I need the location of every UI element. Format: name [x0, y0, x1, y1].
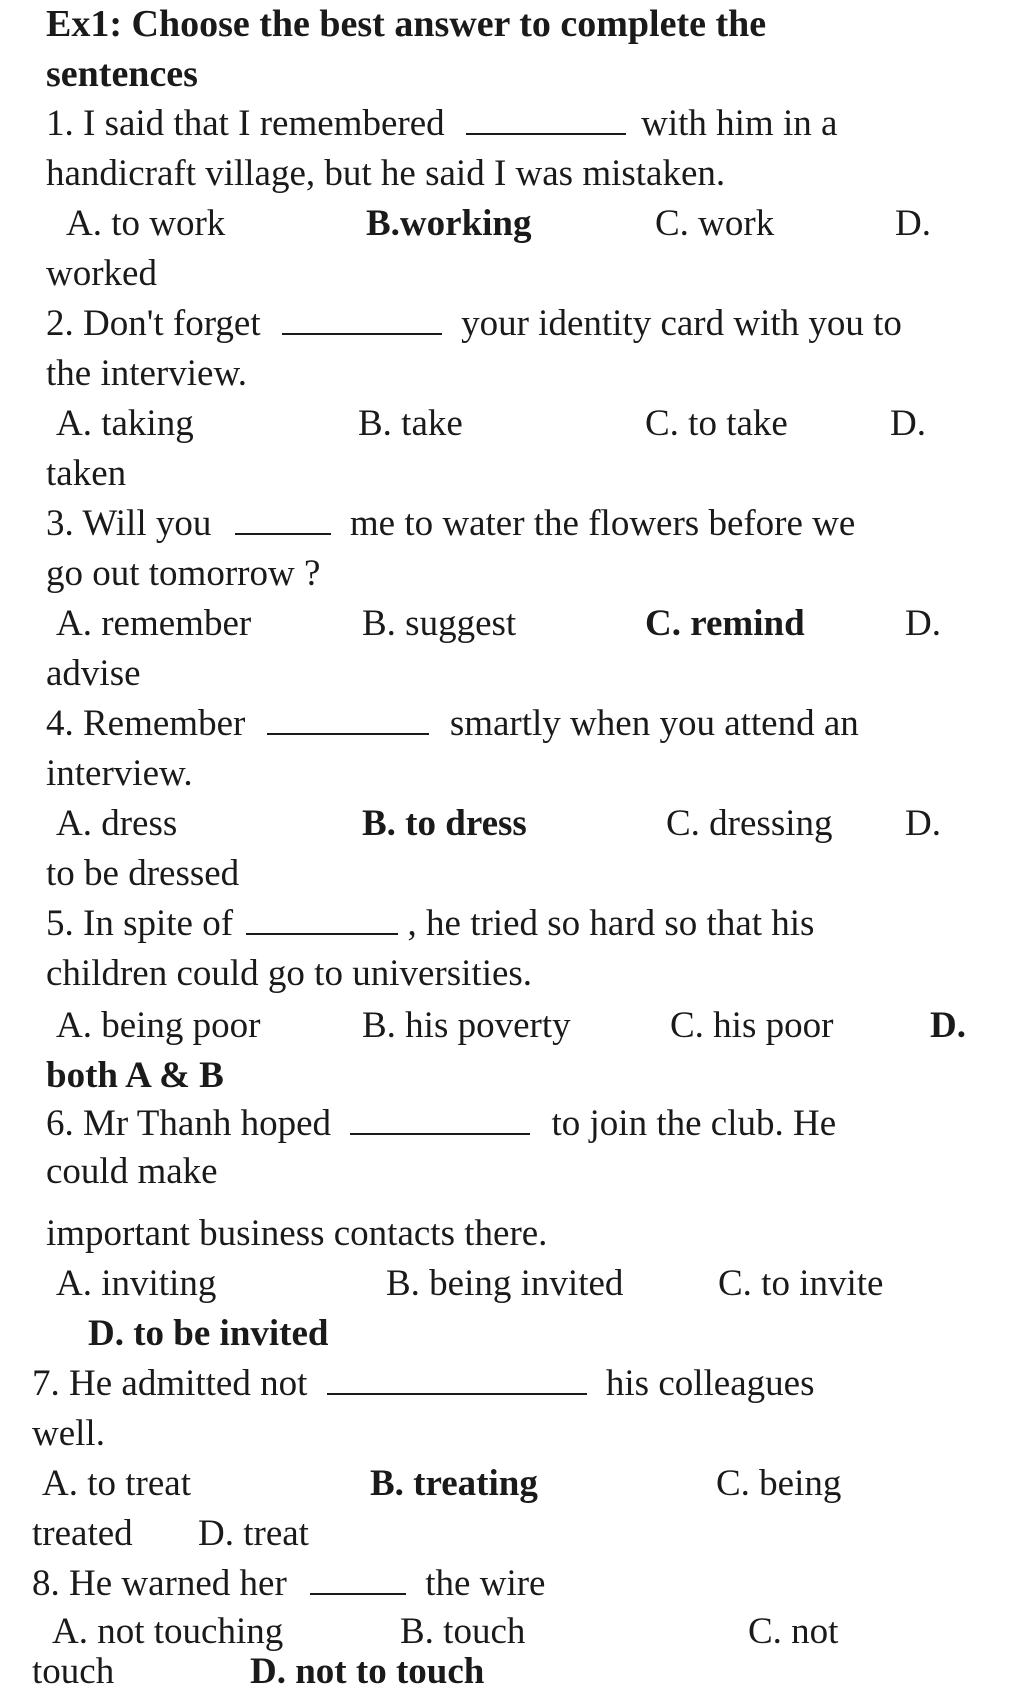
question-1-line1 [46, 102, 837, 146]
question-8-line1 [32, 1562, 545, 1606]
q8-blank [310, 1565, 406, 1595]
q3-text-after: me to water the flowers before we [349, 503, 856, 544]
q5-option-b[interactable]: B. his poverty [362, 1005, 571, 1046]
q6-option-c[interactable]: C. to invite [718, 1263, 884, 1304]
q5-text-after: , he tried so hard so that his [407, 903, 815, 944]
question-3-line1 [46, 502, 855, 546]
q7-option-c-cont: treated [32, 1513, 133, 1554]
q4-option-c[interactable]: C. dressing [666, 803, 833, 844]
q7-option-d[interactable]: D. treat [198, 1513, 309, 1554]
question-2-line2: the interview. [46, 353, 248, 394]
q6-option-b[interactable]: B. being invited [386, 1263, 624, 1304]
q2-option-c[interactable]: C. to take [645, 403, 788, 444]
q1-option-a[interactable]: A. to work [66, 203, 226, 244]
q6-text-after: to join the club. He [551, 1103, 837, 1144]
q7-option-a[interactable]: A. to treat [42, 1463, 191, 1504]
q2-text-before: 2. Don't forget [46, 303, 261, 344]
q7-text-after: his colleagues [605, 1363, 815, 1404]
exercise-title-line1: Ex1: Choose the best answer to complete the [46, 3, 767, 45]
question-6-line2: could make [46, 1151, 218, 1192]
question-6-line1 [46, 1102, 836, 1146]
q1-option-d[interactable]: D. [895, 203, 931, 244]
q4-option-a[interactable]: A. dress [56, 803, 178, 844]
q4-option-d-cont: to be dressed [46, 853, 240, 894]
q4-option-d[interactable]: D. [905, 803, 941, 844]
q6-option-d[interactable]: D. to be invited [88, 1313, 329, 1354]
q4-text-before: 4. Remember [46, 703, 246, 744]
q6-option-a[interactable]: A. inviting [56, 1263, 217, 1304]
q6-blank [350, 1105, 530, 1135]
q3-option-b[interactable]: B. suggest [362, 603, 517, 644]
q5-blank [246, 905, 398, 935]
q3-option-a[interactable]: A. remember [56, 603, 252, 644]
q8-option-d[interactable]: D. not to touch [250, 1651, 485, 1692]
question-4-line2: interview. [46, 753, 193, 794]
question-7-line2: well. [32, 1413, 105, 1454]
q2-text-after: your identity card with you to [461, 303, 902, 344]
q5-option-a[interactable]: A. being poor [56, 1005, 261, 1046]
q8-option-c[interactable]: C. not [748, 1611, 839, 1652]
q2-option-d[interactable]: D. [890, 403, 926, 444]
q1-text-before: 1. I said that I remembered [46, 103, 445, 144]
q2-option-d-cont: taken [46, 453, 127, 494]
q8-option-c-cont: touch [32, 1651, 115, 1692]
q3-option-d-cont: advise [46, 653, 141, 694]
q7-text-before: 7. He admitted not [32, 1363, 308, 1404]
q4-blank [267, 705, 429, 735]
q2-option-a[interactable]: A. taking [56, 403, 194, 444]
question-6-line3: important business contacts there. [46, 1213, 548, 1254]
q8-text-after: the wire [425, 1563, 546, 1604]
question-7-line1 [32, 1362, 814, 1406]
question-2-line1 [46, 302, 902, 346]
q7-option-b[interactable]: B. treating [370, 1463, 538, 1504]
q8-option-b[interactable]: B. touch [400, 1611, 526, 1652]
q1-option-b[interactable]: B.working [366, 203, 532, 244]
q1-blank [466, 105, 626, 135]
question-5-line2: children could go to universities. [46, 953, 533, 994]
q1-option-d-cont: worked [46, 253, 157, 294]
q2-option-b[interactable]: B. take [358, 403, 463, 444]
q7-blank [327, 1365, 587, 1395]
q7-option-c[interactable]: C. being [716, 1463, 842, 1504]
q6-text-before: 6. Mr Thanh hoped [46, 1103, 331, 1144]
q5-text-before: 5. In spite of [46, 903, 234, 944]
q5-option-d[interactable]: D. [930, 1005, 966, 1046]
q3-text-before: 3. Will you [46, 503, 212, 544]
q5-option-d-cont: both A & B [46, 1055, 224, 1096]
question-3-line2: go out tomorrow ? [46, 553, 321, 594]
question-1-line2: handicraft village, but he said I was mistaken. [46, 153, 726, 194]
q4-option-b[interactable]: B. to dress [362, 803, 527, 844]
question-4-line1 [46, 702, 859, 746]
q5-option-c[interactable]: C. his poor [670, 1005, 834, 1046]
q3-option-c[interactable]: C. remind [645, 603, 805, 644]
q3-option-d[interactable]: D. [905, 603, 941, 644]
q2-blank [282, 305, 442, 335]
q8-option-a[interactable]: A. not touching [52, 1611, 284, 1652]
q3-blank [235, 505, 331, 535]
q1-text-after: with him in a [641, 103, 838, 144]
q4-text-after: smartly when you attend an [449, 703, 859, 744]
question-5-line1 [46, 902, 814, 946]
exercise-title-line2: sentences [46, 53, 198, 95]
q8-text-before: 8. He warned her [32, 1563, 287, 1604]
q1-option-c[interactable]: C. work [655, 203, 775, 244]
